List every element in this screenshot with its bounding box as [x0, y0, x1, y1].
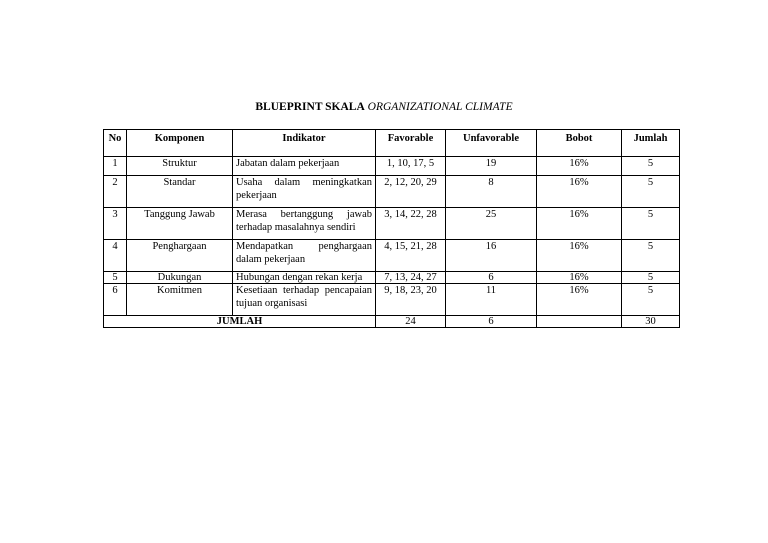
header-jumlah: Jumlah [622, 130, 680, 157]
header-komponen: Komponen [127, 130, 233, 157]
cell-bobot: 16% [537, 272, 622, 284]
cell-no: 2 [104, 176, 127, 208]
cell-komponen: Standar [127, 176, 233, 208]
table-row [104, 240, 680, 272]
cell-jumlah: 5 [622, 208, 680, 240]
header-indikator: Indikator [233, 130, 376, 157]
cell-jumlah: 5 [622, 176, 680, 208]
cell-komponen: Struktur [127, 157, 233, 176]
cell-bobot: 16% [537, 208, 622, 240]
cell-unfavorable: 8 [446, 176, 537, 208]
cell-no: 3 [104, 208, 127, 240]
table-row [104, 176, 680, 208]
header-no: No [104, 130, 127, 157]
cell-bobot: 16% [537, 240, 622, 272]
cell-komponen: Komitmen [127, 284, 233, 316]
cell-komponen: Penghargaan [127, 240, 233, 272]
cell-komponen: Dukungan [127, 272, 233, 284]
cell-no: 4 [104, 240, 127, 272]
header-favorable: Favorable [376, 130, 446, 157]
table-header-row [104, 130, 680, 157]
total-bobot [537, 316, 622, 328]
cell-favorable: 9, 18, 23, 20 [376, 284, 446, 316]
cell-favorable: 3, 14, 22, 28 [376, 208, 446, 240]
total-favorable: 24 [376, 316, 446, 328]
total-unfavorable: 6 [446, 316, 537, 328]
blueprint-table [103, 129, 680, 328]
document-title [0, 101, 768, 113]
cell-favorable: 1, 10, 17, 5 [376, 157, 446, 176]
cell-unfavorable: 6 [446, 272, 537, 284]
cell-jumlah: 5 [622, 240, 680, 272]
cell-indikator: Merasa bertanggung jawab terhadap masalahnya sendiri [233, 208, 376, 240]
cell-bobot: 16% [537, 176, 622, 208]
cell-favorable: 7, 13, 24, 27 [376, 272, 446, 284]
header-bobot: Bobot [537, 130, 622, 157]
cell-indikator: Kesetiaan terhadap pencapaian tujuan organisasi [233, 284, 376, 316]
table-row [104, 157, 680, 176]
cell-indikator: Hubungan dengan rekan kerja [233, 272, 376, 284]
cell-unfavorable: 16 [446, 240, 537, 272]
table-row [104, 284, 680, 316]
cell-indikator: Usaha dalam meningkatkan pekerjaan [233, 176, 376, 208]
header-unfavorable: Unfavorable [446, 130, 537, 157]
total-jumlah: 30 [622, 316, 680, 328]
cell-indikator: Jabatan dalam pekerjaan [233, 157, 376, 176]
table-row [104, 272, 680, 284]
cell-favorable: 4, 15, 21, 28 [376, 240, 446, 272]
title-italic: ORGANIZATIONAL CLIMATE [367, 101, 513, 113]
cell-no: 6 [104, 284, 127, 316]
title-bold: BLUEPRINT SKALA [255, 101, 365, 113]
table-row [104, 208, 680, 240]
total-label: JUMLAH [104, 316, 376, 328]
total-row [104, 316, 680, 328]
cell-unfavorable: 11 [446, 284, 537, 316]
cell-jumlah: 5 [622, 272, 680, 284]
cell-bobot: 16% [537, 284, 622, 316]
cell-komponen: Tanggung Jawab [127, 208, 233, 240]
cell-favorable: 2, 12, 20, 29 [376, 176, 446, 208]
cell-no: 5 [104, 272, 127, 284]
cell-bobot: 16% [537, 157, 622, 176]
cell-indikator: Mendapatkan penghargaan dalam pekerjaan [233, 240, 376, 272]
cell-no: 1 [104, 157, 127, 176]
cell-jumlah: 5 [622, 157, 680, 176]
cell-unfavorable: 19 [446, 157, 537, 176]
cell-unfavorable: 25 [446, 208, 537, 240]
cell-jumlah: 5 [622, 284, 680, 316]
